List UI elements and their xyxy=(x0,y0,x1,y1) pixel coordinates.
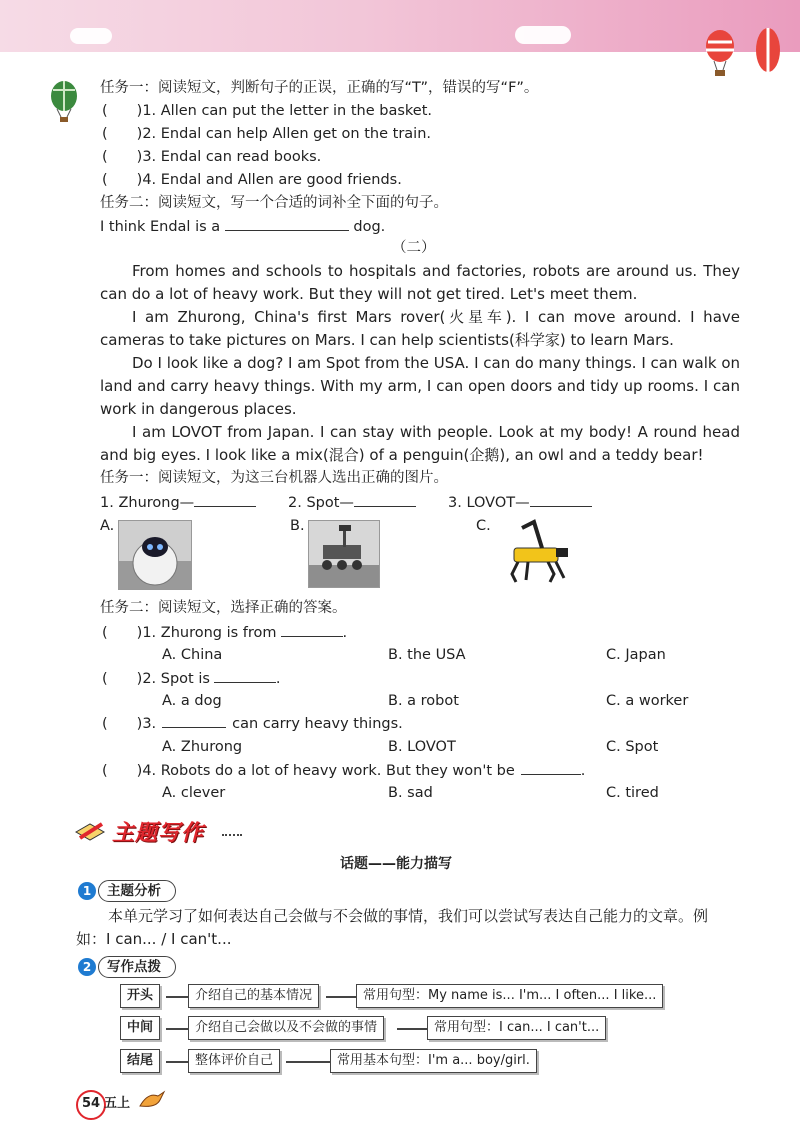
structure-description: 介绍自己的基本情况 xyxy=(188,984,319,1008)
mc-question-2: ( )2. Spot is . xyxy=(102,668,281,689)
structure-description: 介绍自己会做以及不会做的事情 xyxy=(188,1016,384,1040)
mars-rover-image xyxy=(308,520,380,588)
connector-line xyxy=(286,1061,330,1063)
mc-option[interactable]: C. a worker xyxy=(606,693,689,709)
match-item-3: 3. LOVOT— xyxy=(448,492,592,513)
mc-option[interactable]: A. a dog xyxy=(162,693,222,709)
mc-question-4: ( )4. Robots do a lot of heavy work. But they won't be . xyxy=(102,760,585,781)
balloon-icon xyxy=(700,28,790,88)
answer-blank[interactable] xyxy=(162,713,226,728)
structure-key: 开头 xyxy=(120,984,160,1008)
tf-question-2: ( )2. Endal can help Allen get on the train. xyxy=(102,126,431,142)
cloud-decoration xyxy=(515,26,571,44)
tf-question-1: ( )1. Allen can put the letter in the basket. xyxy=(102,103,432,119)
passage-paragraph-4: I am LOVOT from Japan. I can stay with people. Look at my body! A round head and big eyes. I look like a mix(混合) of a penguin(企鹅), an owl and a teddy bear! xyxy=(100,423,740,464)
mc-option[interactable]: A. Zhurong xyxy=(162,739,243,755)
structure-key: 结尾 xyxy=(120,1049,160,1073)
section-label: （二） xyxy=(392,240,436,256)
step-number-badge: 1 xyxy=(78,882,96,900)
mc-option[interactable]: B. LOVOT xyxy=(388,739,456,755)
connector-line xyxy=(397,1028,427,1030)
tf-question-3: ( )3. Endal can read books. xyxy=(102,149,322,165)
answer-blank[interactable] xyxy=(521,760,581,775)
mc-option[interactable]: C. Spot xyxy=(606,739,659,755)
writing-topic: 话题——能力描写 xyxy=(340,856,452,872)
analysis-text: 本单元学习了如何表达自己会做与不会做的事情，我们可以尝试写表达自己能力的文章。例如：I can... / I can't... xyxy=(76,907,709,948)
fill-suffix: dog. xyxy=(353,219,386,235)
header-banner xyxy=(0,0,800,52)
match-item-2: 2. Spot— xyxy=(288,492,416,513)
step-number-badge: 2 xyxy=(78,958,96,976)
step-title: 写作点拨 xyxy=(98,956,176,978)
task2-instruction: 任务二：阅读短文，选择正确的答案。 xyxy=(100,600,347,616)
mc-question-1: ( )1. Zhurong is from . xyxy=(102,622,347,643)
connector-line xyxy=(166,1061,188,1063)
balloon-icon xyxy=(46,80,82,124)
mc-question-3: ( )3. can carry heavy things. xyxy=(102,713,403,734)
tf-question-4: ( )4. Endal and Allen are good friends. xyxy=(102,172,402,188)
passage-paragraph-2: I am Zhurong, China's first Mars rover(火星车). I can move around. I have cameras to take pictures on Mars. I can help scientists(科学家) to learn Mars. xyxy=(100,308,740,349)
sentence-pattern: 常用句型：My name is... I'm... I often... I like... xyxy=(356,984,663,1008)
answer-blank[interactable] xyxy=(194,492,256,507)
pic-label-c: C. xyxy=(476,518,491,534)
mc-option[interactable]: A. clever xyxy=(162,785,226,801)
task1-instruction: 任务一：阅读短文，判断句子的正误，正确的写“T”，错误的写“F”。 xyxy=(100,80,539,96)
passage-paragraph-1: From homes and schools to hospitals and factories, robots are around us. They can do a lot of heavy work. But they will not get tired. Let's meet them. xyxy=(100,262,740,303)
grade-label: 五上 xyxy=(104,1096,131,1111)
structure-key: 中间 xyxy=(120,1016,160,1040)
cloud-decoration xyxy=(70,28,112,44)
answer-blank[interactable] xyxy=(225,216,349,231)
mc-option[interactable]: C. tired xyxy=(606,785,659,801)
structure-description: 整体评价自己 xyxy=(188,1049,280,1073)
answer-blank[interactable] xyxy=(354,492,416,507)
answer-blank[interactable] xyxy=(281,622,343,637)
task2-instruction: 任务二：阅读短文，写一个合适的词补全下面的句子。 xyxy=(100,195,448,211)
pic-label-b: B. xyxy=(290,518,305,534)
connector-line xyxy=(326,996,356,998)
section-heading: 主题写作 xyxy=(112,821,205,846)
pencil-book-icon xyxy=(74,818,108,844)
sentence-pattern: 常用基本句型：I'm a... boy/girl. xyxy=(330,1049,537,1073)
task1-instruction: 任务一：阅读短文，为这三台机器人选出正确的图片。 xyxy=(100,470,448,486)
match-item-1: 1. Zhurong— xyxy=(100,492,256,513)
fill-prefix: I think Endal is a xyxy=(100,219,221,235)
sentence-pattern: 常用句型：I can... I can't... xyxy=(427,1016,606,1040)
heading-decoration xyxy=(222,834,242,836)
lovot-robot-image xyxy=(118,520,192,590)
bird-icon xyxy=(138,1088,166,1110)
connector-line xyxy=(166,996,188,998)
mc-option[interactable]: B. the USA xyxy=(388,647,466,663)
connector-line xyxy=(166,1028,188,1030)
page-number: 54 xyxy=(82,1096,101,1111)
spot-robot-dog-image xyxy=(492,518,578,584)
passage-paragraph-3: Do I look like a dog? I am Spot from the USA. I can do many things. I can walk on land and carry heavy things. With my arm, I can open doors and tidy up rooms. I can work in dangerous places. xyxy=(100,354,740,418)
pic-label-a: A. xyxy=(100,518,115,534)
fill-sentence xyxy=(100,216,385,237)
mc-option[interactable]: A. China xyxy=(162,647,223,663)
mc-option[interactable]: B. a robot xyxy=(388,693,459,709)
mc-option[interactable]: B. sad xyxy=(388,785,433,801)
answer-blank[interactable] xyxy=(530,492,592,507)
mc-option[interactable]: C. Japan xyxy=(606,647,666,663)
step-title: 主题分析 xyxy=(98,880,176,902)
answer-blank[interactable] xyxy=(214,668,276,683)
